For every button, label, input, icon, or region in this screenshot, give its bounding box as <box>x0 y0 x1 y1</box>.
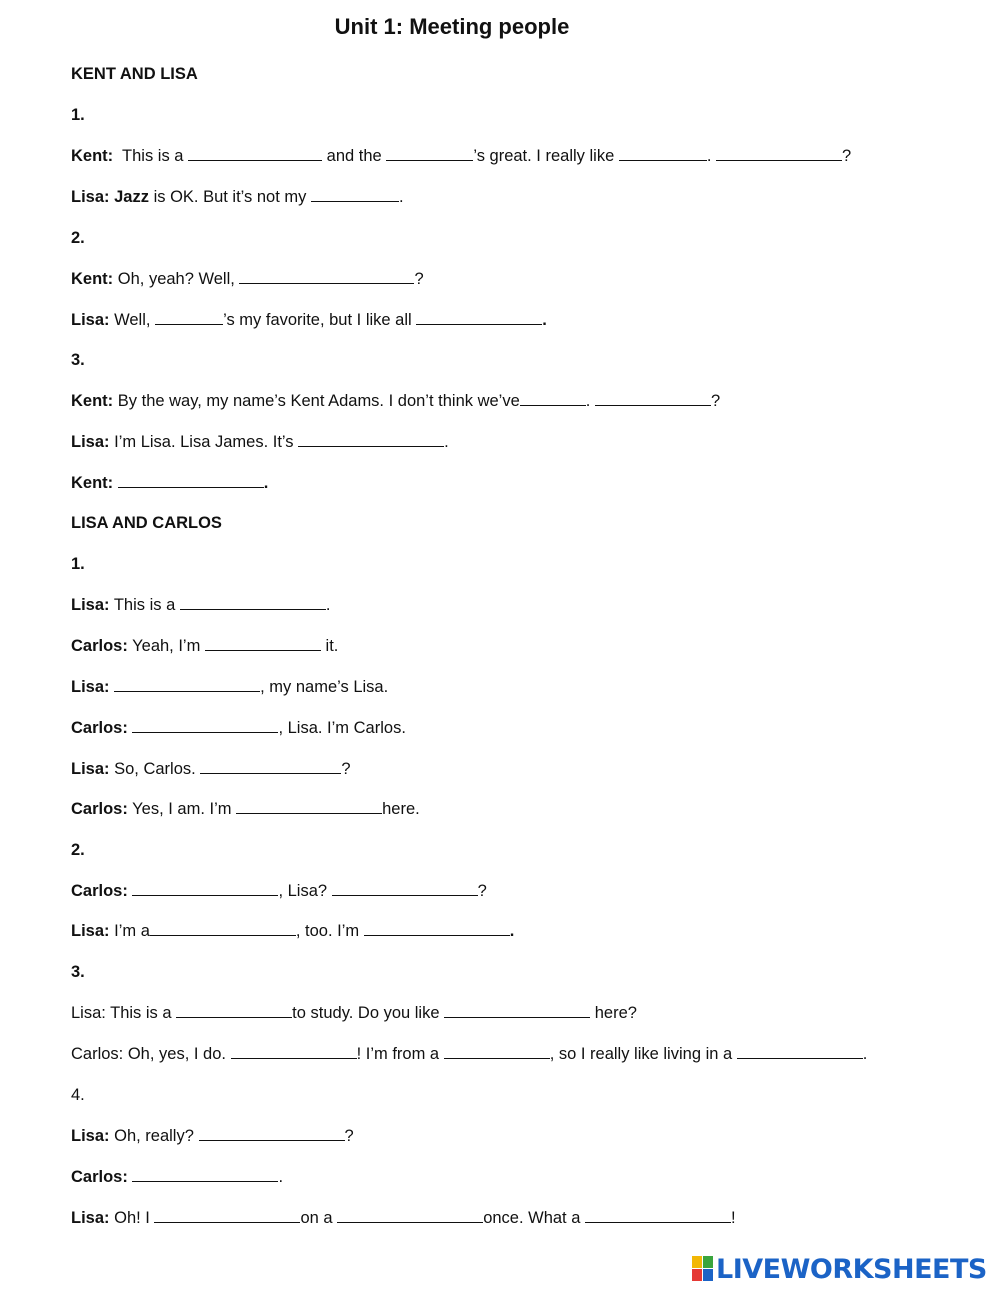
line-text: Well, <box>114 311 151 329</box>
answer-blank[interactable] <box>199 1125 345 1141</box>
item-number: 3. <box>71 963 85 981</box>
line-text: ? <box>341 760 351 778</box>
line-text: it. <box>325 637 339 655</box>
section-heading-kent-lisa: KENT AND LISA <box>71 65 198 83</box>
speaker: Lisa: <box>71 1209 110 1227</box>
dialogue-line <box>71 309 547 331</box>
line-text: I’m Lisa. Lisa James. It’s <box>114 433 294 451</box>
answer-blank[interactable] <box>619 145 707 161</box>
speaker: Kent: <box>71 474 114 492</box>
answer-blank[interactable] <box>118 472 264 488</box>
line-text: , so I really like living in a <box>549 1045 733 1063</box>
speaker: Kent: <box>71 270 114 288</box>
speaker: Lisa: <box>71 678 110 696</box>
answer-blank[interactable] <box>364 920 510 936</box>
line-text: . <box>862 1045 868 1063</box>
line-text: ’s my favorite, but I like all <box>223 311 412 329</box>
dialogue-line <box>71 798 420 820</box>
line-text: , Lisa? <box>278 882 328 900</box>
speaker: Carlos: <box>71 882 128 900</box>
answer-blank[interactable] <box>132 1166 278 1182</box>
speaker: Kent: <box>71 392 114 410</box>
answer-blank[interactable] <box>585 1207 731 1223</box>
dialogue-line <box>71 1166 283 1188</box>
speaker: Lisa: <box>71 188 110 206</box>
dialogue-line <box>71 1002 637 1024</box>
answer-blank[interactable] <box>231 1043 357 1059</box>
line-text: . <box>325 596 331 614</box>
line-text: ? <box>344 1127 354 1145</box>
item-number: 1. <box>71 106 85 124</box>
answer-blank[interactable] <box>737 1043 863 1059</box>
speaker: Lisa: <box>71 311 110 329</box>
line-text: ? <box>414 270 424 288</box>
line-text: , my name’s Lisa. <box>260 678 389 696</box>
answer-blank[interactable] <box>337 1207 483 1223</box>
answer-blank[interactable] <box>444 1043 550 1059</box>
dialogue-line <box>71 920 514 942</box>
line-text: Oh! I <box>114 1209 150 1227</box>
line-text: By the way, my name’s Kent Adams. I don’t think we’ve <box>117 392 520 410</box>
dialogue-line <box>71 431 449 453</box>
line-text: , too. I’m <box>295 922 360 940</box>
liveworksheets-logo-icon <box>692 1256 714 1282</box>
dialogue-line <box>71 1125 354 1147</box>
line-text: . <box>509 922 515 940</box>
speaker: Lisa: <box>71 1127 110 1145</box>
dialogue-line <box>71 676 388 698</box>
answer-blank[interactable] <box>155 309 223 325</box>
answer-blank[interactable] <box>416 309 542 325</box>
page-title: Unit 1: Meeting people <box>334 14 570 39</box>
line-text: once. What a <box>483 1209 581 1227</box>
line-text: and the <box>326 147 382 165</box>
dialogue-line <box>71 717 406 739</box>
liveworksheets-logo <box>692 1252 987 1286</box>
dialogue-line <box>71 268 424 290</box>
line-text: to study. Do you like <box>292 1004 440 1022</box>
line-text: . <box>706 147 712 165</box>
line-text: here. <box>382 800 420 818</box>
line-text: Oh, really? <box>114 1127 194 1145</box>
logo-text: LIVEWORKSHEETS <box>716 1253 987 1285</box>
item-number: 1. <box>71 555 85 573</box>
answer-blank[interactable] <box>386 145 473 161</box>
line-text: I’m a <box>114 922 150 940</box>
dialogue-line <box>71 1207 736 1229</box>
line-text: Yeah, I’m <box>132 637 201 655</box>
dialogue-line <box>71 472 268 494</box>
dialogue-line <box>71 186 404 208</box>
line-text: This is a <box>113 596 176 614</box>
answer-blank[interactable] <box>132 880 278 896</box>
answer-blank[interactable] <box>595 390 711 406</box>
answer-blank[interactable] <box>188 145 322 161</box>
line-text: Lisa: This is a <box>71 1004 172 1022</box>
dialogue-line <box>71 880 487 902</box>
item-number: 2. <box>71 229 85 247</box>
line-text: ? <box>842 147 852 165</box>
answer-blank[interactable] <box>180 594 326 610</box>
answer-blank[interactable] <box>236 798 382 814</box>
line-text: This is a <box>122 147 184 165</box>
answer-blank[interactable] <box>444 1002 590 1018</box>
line-text: . <box>585 392 591 410</box>
answer-blank[interactable] <box>205 635 321 651</box>
speaker: Kent: <box>71 147 114 165</box>
speaker: Lisa: <box>71 596 110 614</box>
answer-blank[interactable] <box>200 758 341 774</box>
speaker: Carlos: <box>71 1168 128 1186</box>
dialogue-line <box>71 390 720 412</box>
item-number: 2. <box>71 841 85 859</box>
dialogue-line <box>71 145 851 167</box>
dialogue-line <box>71 1043 867 1065</box>
line-text: So, Carlos. <box>114 760 196 778</box>
answer-blank[interactable] <box>716 145 842 161</box>
answer-blank[interactable] <box>114 676 260 692</box>
answer-blank[interactable] <box>311 186 399 202</box>
line-text: Yes, I am. I’m <box>132 800 232 818</box>
line-text: . <box>444 433 449 451</box>
dialogue-line <box>71 758 351 780</box>
line-text: . <box>398 188 404 206</box>
speaker: Lisa: <box>71 760 110 778</box>
line-text: ! I’m from a <box>356 1045 440 1063</box>
item-number: 3. <box>71 351 85 369</box>
answer-blank[interactable] <box>298 431 444 447</box>
speaker: Carlos: <box>71 800 128 818</box>
dialogue-line <box>71 594 330 616</box>
answer-blank[interactable] <box>154 1207 300 1223</box>
speaker: Carlos: <box>71 637 128 655</box>
speaker: Lisa: <box>71 433 110 451</box>
answer-blank[interactable] <box>176 1002 292 1018</box>
speaker: Carlos: <box>71 719 128 737</box>
answer-blank[interactable] <box>520 390 586 406</box>
line-text: . <box>542 311 547 329</box>
line-text: ! <box>731 1209 736 1227</box>
dialogue-line <box>71 635 338 657</box>
answer-blank[interactable] <box>150 920 296 936</box>
section-heading-lisa-carlos: LISA AND CARLOS <box>71 514 222 532</box>
line-text: here? <box>594 1004 637 1022</box>
item-number: 4. <box>71 1086 85 1104</box>
bold-word: Jazz <box>114 188 149 206</box>
line-text: . <box>278 1168 284 1186</box>
answer-blank[interactable] <box>132 717 278 733</box>
line-text: ? <box>710 392 721 410</box>
line-text: . <box>263 474 269 492</box>
line-text: Carlos: Oh, yes, I do. <box>71 1045 226 1063</box>
line-text: is OK. But it’s not my <box>153 188 307 206</box>
line-text: ’s great. I really like <box>473 147 615 165</box>
speaker: Lisa: <box>71 922 110 940</box>
answer-blank[interactable] <box>332 880 478 896</box>
line-text: , Lisa. I’m Carlos. <box>278 719 406 737</box>
line-text: Oh, yeah? Well, <box>117 270 235 288</box>
line-text: ? <box>477 882 487 900</box>
line-text: on a <box>300 1209 333 1227</box>
answer-blank[interactable] <box>239 268 414 284</box>
